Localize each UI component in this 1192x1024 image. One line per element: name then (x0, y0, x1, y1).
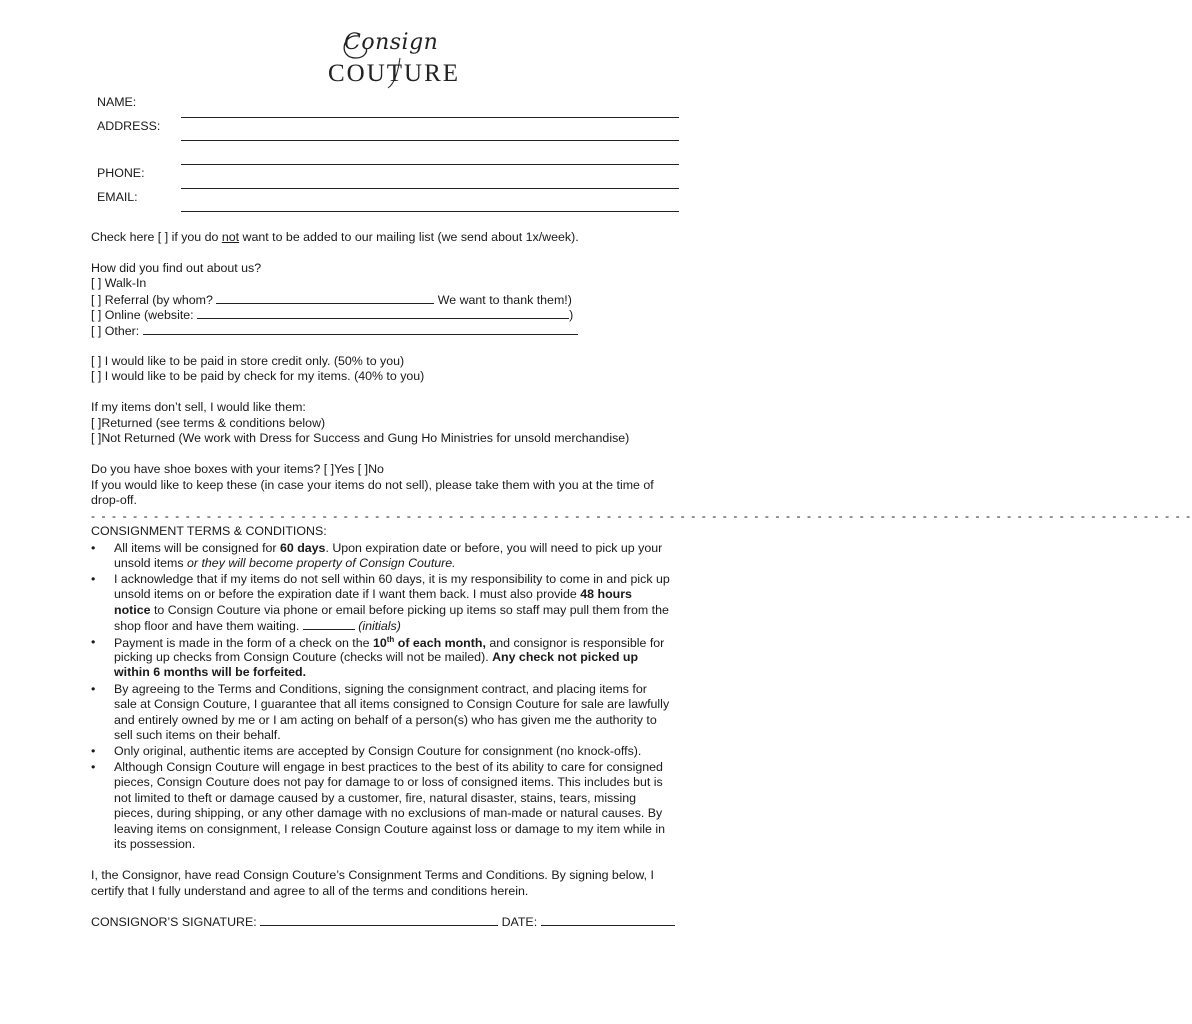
term-6-line-4: pieces, during shipping, or any other damage with no exclusions of man-made or natural causes. By (114, 806, 663, 820)
term-3-line-1 (114, 635, 664, 650)
term-6-line-1: Although Consign Couture will engage in best practices to the best of its ability to care for consigned (114, 760, 663, 774)
shoe-box-note-1: If you would like to keep these (in case your items do not sell), please take them with you at the time of (91, 478, 654, 492)
mailing-pre: Check here [ ] if you do (91, 230, 222, 244)
term-1-line-1 (114, 541, 662, 555)
term-1-line-2 (114, 556, 456, 570)
term-5-line-1: Only original, authentic items are accepted by Consign Couture for consignment (no knock-offs). (114, 744, 642, 758)
term-2-line-1: I acknowledge that if my items do not sell within 60 days, it is my responsibility to come in and pick up (114, 572, 670, 586)
signature-label: CONSIGNOR’S SIGNATURE: (91, 915, 261, 929)
initials-blank[interactable] (303, 618, 355, 630)
terms-heading: CONSIGNMENT TERMS & CONDITIONS: (91, 524, 327, 538)
name-label: NAME: (97, 95, 137, 109)
bullet-icon: • (91, 541, 96, 555)
address-line-2[interactable] (181, 164, 679, 165)
address-line-1[interactable] (181, 140, 679, 141)
agreement-line-1: I, the Consignor, have read Consign Couture’s Consignment Terms and Conditions. By signing below, I (91, 868, 654, 882)
source-other (91, 323, 578, 338)
email-line[interactable] (181, 211, 679, 212)
t3d: and consignor is responsible for (485, 636, 665, 651)
mailing-post: want to be added to our mailing list (we send about 1x/week). (239, 230, 579, 244)
shoe-box-note-2: drop-off. (91, 493, 137, 507)
mailing-not: not (221, 230, 240, 244)
term-2-line-3 (114, 603, 669, 617)
shoe-box-question: Do you have shoe boxes with your items? [ ]Yes [ ]No (91, 462, 384, 476)
t3e: picking up checks from Consign Couture (checks will not be mailed). (114, 650, 493, 664)
t1a: All items will be consigned for (114, 541, 280, 555)
online-text: [ ] Online (website: (91, 308, 198, 322)
mailing-list-optout (91, 230, 579, 244)
source-walkin: [ ] Walk-In (91, 276, 147, 290)
bullet-icon: • (91, 572, 96, 586)
t3f: Any check not picked up (492, 650, 639, 664)
term-6-line-6: its possession. (114, 837, 196, 851)
t2c: notice (114, 603, 151, 617)
dashed-divider: - - - - - - - - - - - - - - - - - - - - - - - - - - - - - - - - - - - - - - - - - - - - - - - - - - - - - - - - - - - - - - - - - - - - - - - - - - - - - - - - - - - - - - - - - - - - - - - - - - - - - - - - - (91, 509, 1192, 523)
online-blank[interactable] (197, 307, 569, 319)
term-6-line-3: not limited to theft or damage caused by a customer, fire, natural disaster, stains, tears, missing (114, 791, 637, 805)
email-label: EMAIL: (97, 190, 138, 204)
unsold-question: If my items don’t sell, I would like them: (91, 400, 306, 414)
source-referral (91, 292, 572, 307)
term-4-line-3: and entirely owned by me or I am acting on behalf of a person(s) who has given me the authority to (114, 713, 657, 727)
signature-blank[interactable] (260, 914, 498, 926)
date-blank[interactable] (541, 914, 675, 926)
t2e: shop floor and have them waiting. (114, 619, 303, 633)
unsold-not-returned: [ ]Not Returned (We work with Dress for Success and Gung Ho Ministries for unsold merchandise) (91, 431, 630, 445)
bullet-icon: • (91, 744, 96, 758)
phone-line[interactable] (181, 188, 679, 189)
agreement-line-2: certify that I fully understand and agree to all of the terms and conditions herein. (91, 884, 529, 898)
term-3-line-3 (114, 665, 306, 679)
other-blank[interactable] (143, 323, 578, 335)
bullet-icon: • (91, 635, 96, 649)
t3sup: th (386, 635, 395, 644)
date-label: DATE: (498, 915, 541, 929)
consign-couture-logo (320, 28, 461, 90)
t3c: of each month, (394, 636, 486, 651)
term-4-line-2: sale at Consign Couture, I guarantee that all items consigned to Consign Couture for sale are lawfully (114, 697, 670, 711)
term-3-line-2 (114, 650, 638, 664)
bullet-icon: • (91, 682, 96, 696)
t2a: unsold items on or before the expiration date if I want them back. I must also provide (114, 587, 581, 601)
logo-script-text: Consign (344, 30, 439, 55)
payment-credit: [ ] I would like to be paid in store credit only. (50% to you) (91, 354, 405, 368)
payment-check: [ ] I would like to be paid by check for my items. (40% to you) (91, 369, 425, 383)
signature-row (91, 914, 675, 929)
referral-text: [ ] Referral (by whom? (91, 293, 217, 307)
name-line[interactable] (181, 117, 679, 118)
t2d: to Consign Couture via phone or email before picking up items so staff may pull them from the (150, 603, 669, 617)
online-end: ) (569, 308, 574, 322)
term-6-line-2: pieces, Consign Couture does not pay for damage to or loss of consigned items. This includes but is (114, 775, 663, 789)
t1b: 60 days (279, 541, 326, 555)
referral-blank[interactable] (216, 292, 434, 304)
phone-label: PHONE: (97, 166, 145, 180)
t3a: Payment is made in the form of a check on the (114, 636, 373, 651)
term-4-line-4: sell such items on their behalf. (114, 728, 281, 742)
term-6-line-5: leaving items on consignment, I release Consign Couture against loss or damage to my item while in (114, 822, 665, 836)
term-2-line-4 (114, 618, 401, 633)
source-online (91, 307, 573, 322)
unsold-returned: [ ]Returned (see terms & conditions below) (91, 416, 326, 430)
other-text: [ ] Other: (91, 324, 143, 338)
address-label: ADDRESS: (97, 119, 161, 133)
t2f: (initials) (358, 619, 401, 633)
t3g: within 6 months will be forfeited. (114, 665, 307, 679)
bullet-icon: • (91, 760, 96, 774)
t3b: 10 (372, 636, 387, 651)
logo-main-text: COUTURE (328, 60, 461, 87)
source-question: How did you find out about us? (91, 261, 262, 275)
t1c: . Upon expiration date or before, you will need to pick up your (325, 541, 663, 555)
t2b: 48 hours (580, 587, 632, 601)
referral-end: We want to thank them!) (434, 293, 572, 307)
t1e: or they will become property of Consign Couture. (187, 556, 456, 570)
term-2-line-2 (114, 587, 632, 601)
term-4-line-1: By agreeing to the Terms and Conditions, signing the consignment contract, and placing items for (114, 682, 647, 696)
t1d: unsold items (114, 556, 188, 570)
